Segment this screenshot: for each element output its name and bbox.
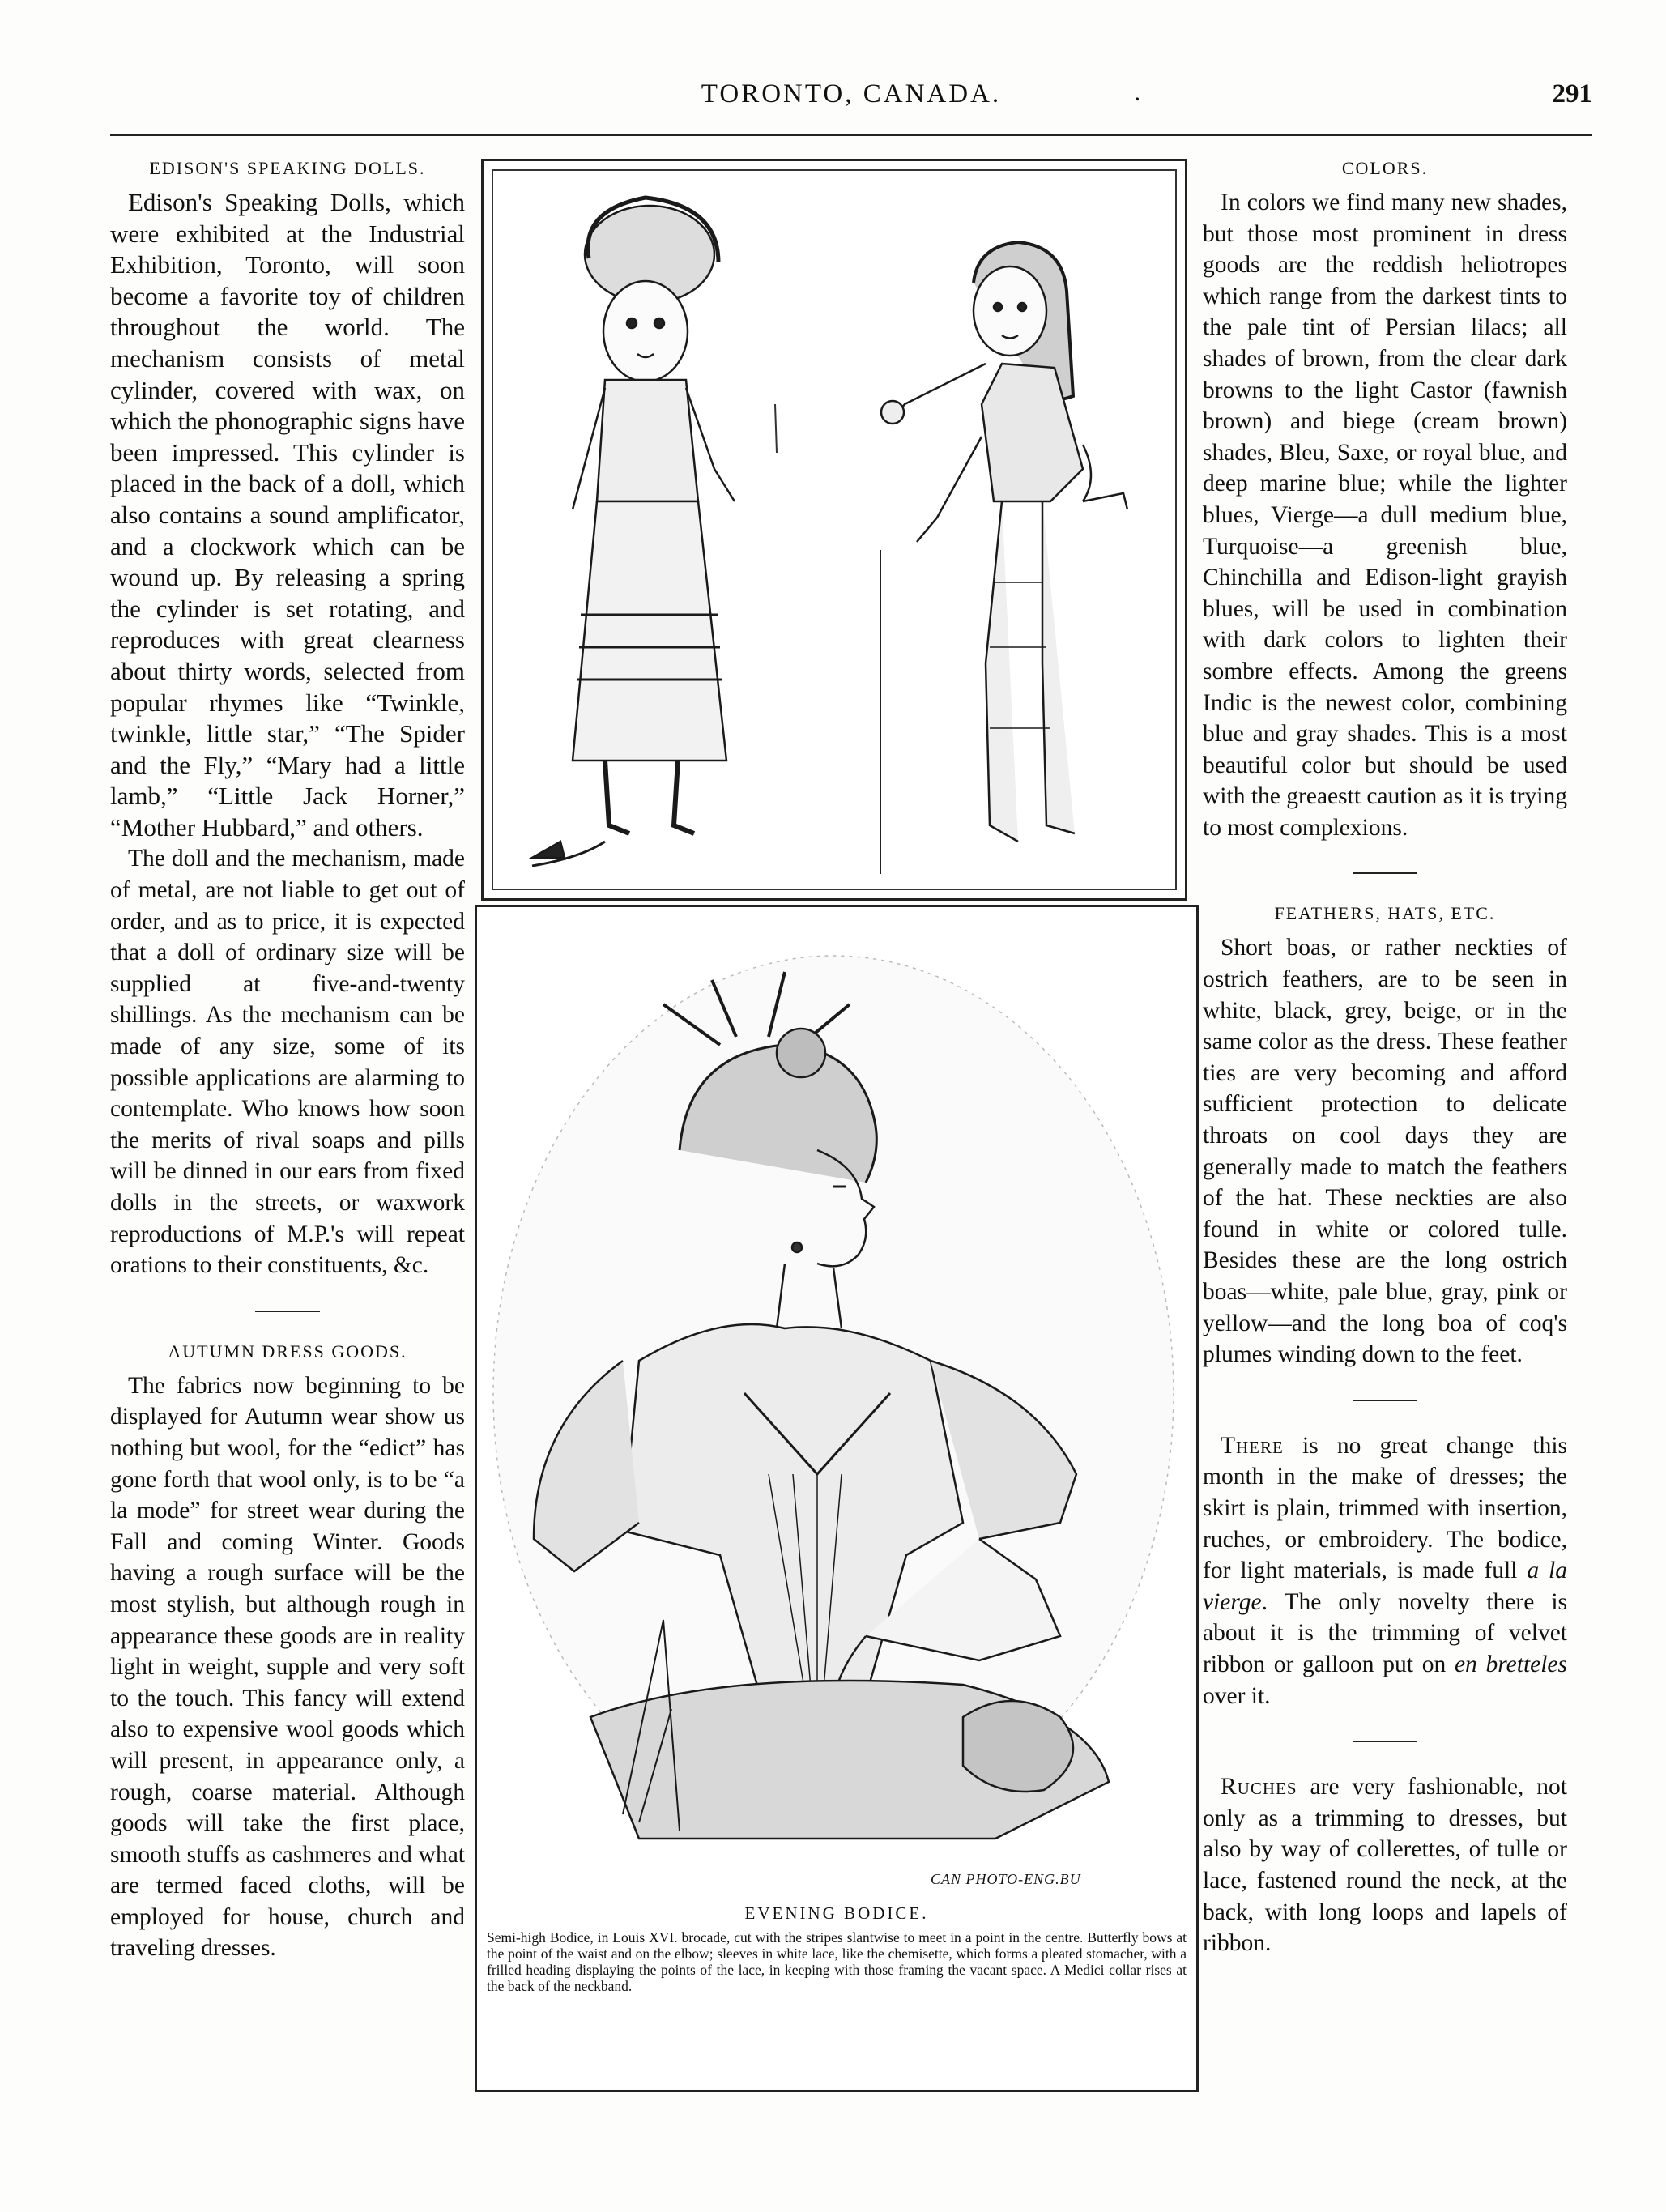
page-header xyxy=(110,79,1592,130)
section-divider xyxy=(1353,1400,1417,1401)
paragraph-ruches: Ruches are very fashionable, not only as a trimming to dresses, but also by way of collerettes, of tulle or lace, fastened round the neck, at the back, with long loops and lapels of ribbon. xyxy=(1203,1774,1567,1957)
section-divider xyxy=(1353,872,1417,874)
paragraph: The doll and the mechanism, made of metal, are not liable to get out of order, and as to price, it is expected that a doll of ordinary size will be supplied at five-and-twenty shillings. As the mechanism can be made of any size, some of its possible applications are alarming to contemplate. Who knows how soon the merits of rival soaps and pills will be dinned in our ears from fixed dolls in the streets, or waxwork reproductions of M.P.'s will repeat orations to their constituents, &c. xyxy=(110,846,465,1279)
page-number: 291 xyxy=(1552,79,1592,109)
runin-word: Ruches xyxy=(1221,1774,1297,1801)
engraver-signature: CAN PHOTO-ENG.BU xyxy=(931,1871,1081,1887)
header-dot: . xyxy=(1134,78,1141,107)
paragraph-dress-make: There is no great change this month in the make of dresses; the skirt is plain, trimmed with insertion, ruches, or embroidery. The bodice, for light materials, is made full a la vierge. The only novelty there is about it is the trimming of velvet ribbon or galloon put on en bretteles over it. xyxy=(1203,1432,1567,1709)
section-divider xyxy=(255,1311,320,1312)
figure-caption-text: Semi-high Bodice, in Louis XVI. brocade, cut with the stripes slantwise to meet in a point in the centre. Butterfly bows at the point of the waist and on the elbow; sleeves in white lace, like the chemisette, which forms a pleated stomacher, with a frilled heading displaying the points of the lace, in keeping with those framing the vacant space. A Medici collar rises at the back of the neckband. xyxy=(487,1929,1187,1994)
left-column xyxy=(110,158,465,1964)
paragraph: In colors we find many new shades, but those most prominent in dress goods are the reddish heliotropes which range from the darkest tints to the pale tint of Persian lilacs; all shades of brown, from the clear dark browns to the light Castor (fawnish brown) and biege (cream brown) shades, Bleu, Saxe, or royal blue, and deep marine blue; while the lighter blues, Vierge—a dull medium blue, Turquoise—a greenish blue, Chinchilla and Edison-light grayish blues, will be used in combination with dark colors to lighten their sombre effects. Among the greens Indic is the newest color, combining blue and gray shades. This is a most beautiful color but should be used with the greaestt caution as it is trying to most complexions. xyxy=(1203,190,1567,841)
dolls-illustration-frame xyxy=(481,159,1187,901)
evening-bodice-figure-frame xyxy=(475,905,1199,2092)
right-column xyxy=(1203,158,1567,1959)
section-heading-colors: COLORS. xyxy=(1341,158,1429,178)
running-title: TORONTO, CANADA. xyxy=(701,79,1002,109)
paragraph: Edison's Speaking Dolls, which were exhibited at the Industrial Exhibition, Toronto, will soon become a favorite toy of children throughout the world. The mechanism consists of metal cylinder, covered with wax, on which the phonographic signs have been impressed. This cylinder is placed in the back of a doll, which also contains a sound amplificator, and a clockwork which can be wound up. By releasing a spring the cylinder is set rotating, and reproduces with great clearness about thirty words, selected from popular rhymes like “Twinkle, twinkle, little star,” “The Spider and the Fly,” “Mary had a little lamb,” “Little Jack Horner,” “Mother Hubbard,” and others. xyxy=(110,188,465,842)
evening-bodice-illustration xyxy=(477,907,1196,1899)
paragraph: The fabrics now beginning to be displayed for Autumn wear show us nothing but wool, for the “edict” has gone forth that wool only, is to be “a la mode” for street wear during the Fall and coming Winter. Goods having a rough surface will be the most stylish, but although rough in appearance these goods are in reality light in weight, supple and very soft to the touch. This fancy will extend also to expensive wool goods which will present, in appearance only, a rough, coarse material. Although goods will take the first place, smooth stuffs as cashmeres and what are termed faced cloths, will be employed for house, church and traveling dresses. xyxy=(110,1372,465,1962)
dolls-inner-frame xyxy=(492,169,1177,890)
figure-caption-title: EVENING BODICE. xyxy=(744,1903,929,1923)
runin-word: There xyxy=(1221,1432,1284,1459)
paragraph: Short boas, or rather neckties of ostrich feathers, are to be seen in white, black, grey, beige, or in the same color as the dress. These feather ties are very becoming and afford sufficient protection to delicate throats on cool days they are generally made to match the feathers of the hat. These neckties are also found in white or colored tulle. Besides these are the long ostrich boas—white, pale blue, gray, pink or yellow—and the long boa of coq's plumes winding down to the feet. xyxy=(1203,935,1567,1368)
section-heading-feathers-hats: FEATHERS, HATS, ETC. xyxy=(1274,903,1496,924)
section-heading-autumn-dress-goods: AUTUMN DRESS GOODS. xyxy=(168,1340,407,1362)
section-divider xyxy=(1353,1741,1417,1742)
header-rule xyxy=(110,134,1592,136)
section-heading-edison-dolls: EDISON'S SPEAKING DOLLS. xyxy=(149,158,426,178)
